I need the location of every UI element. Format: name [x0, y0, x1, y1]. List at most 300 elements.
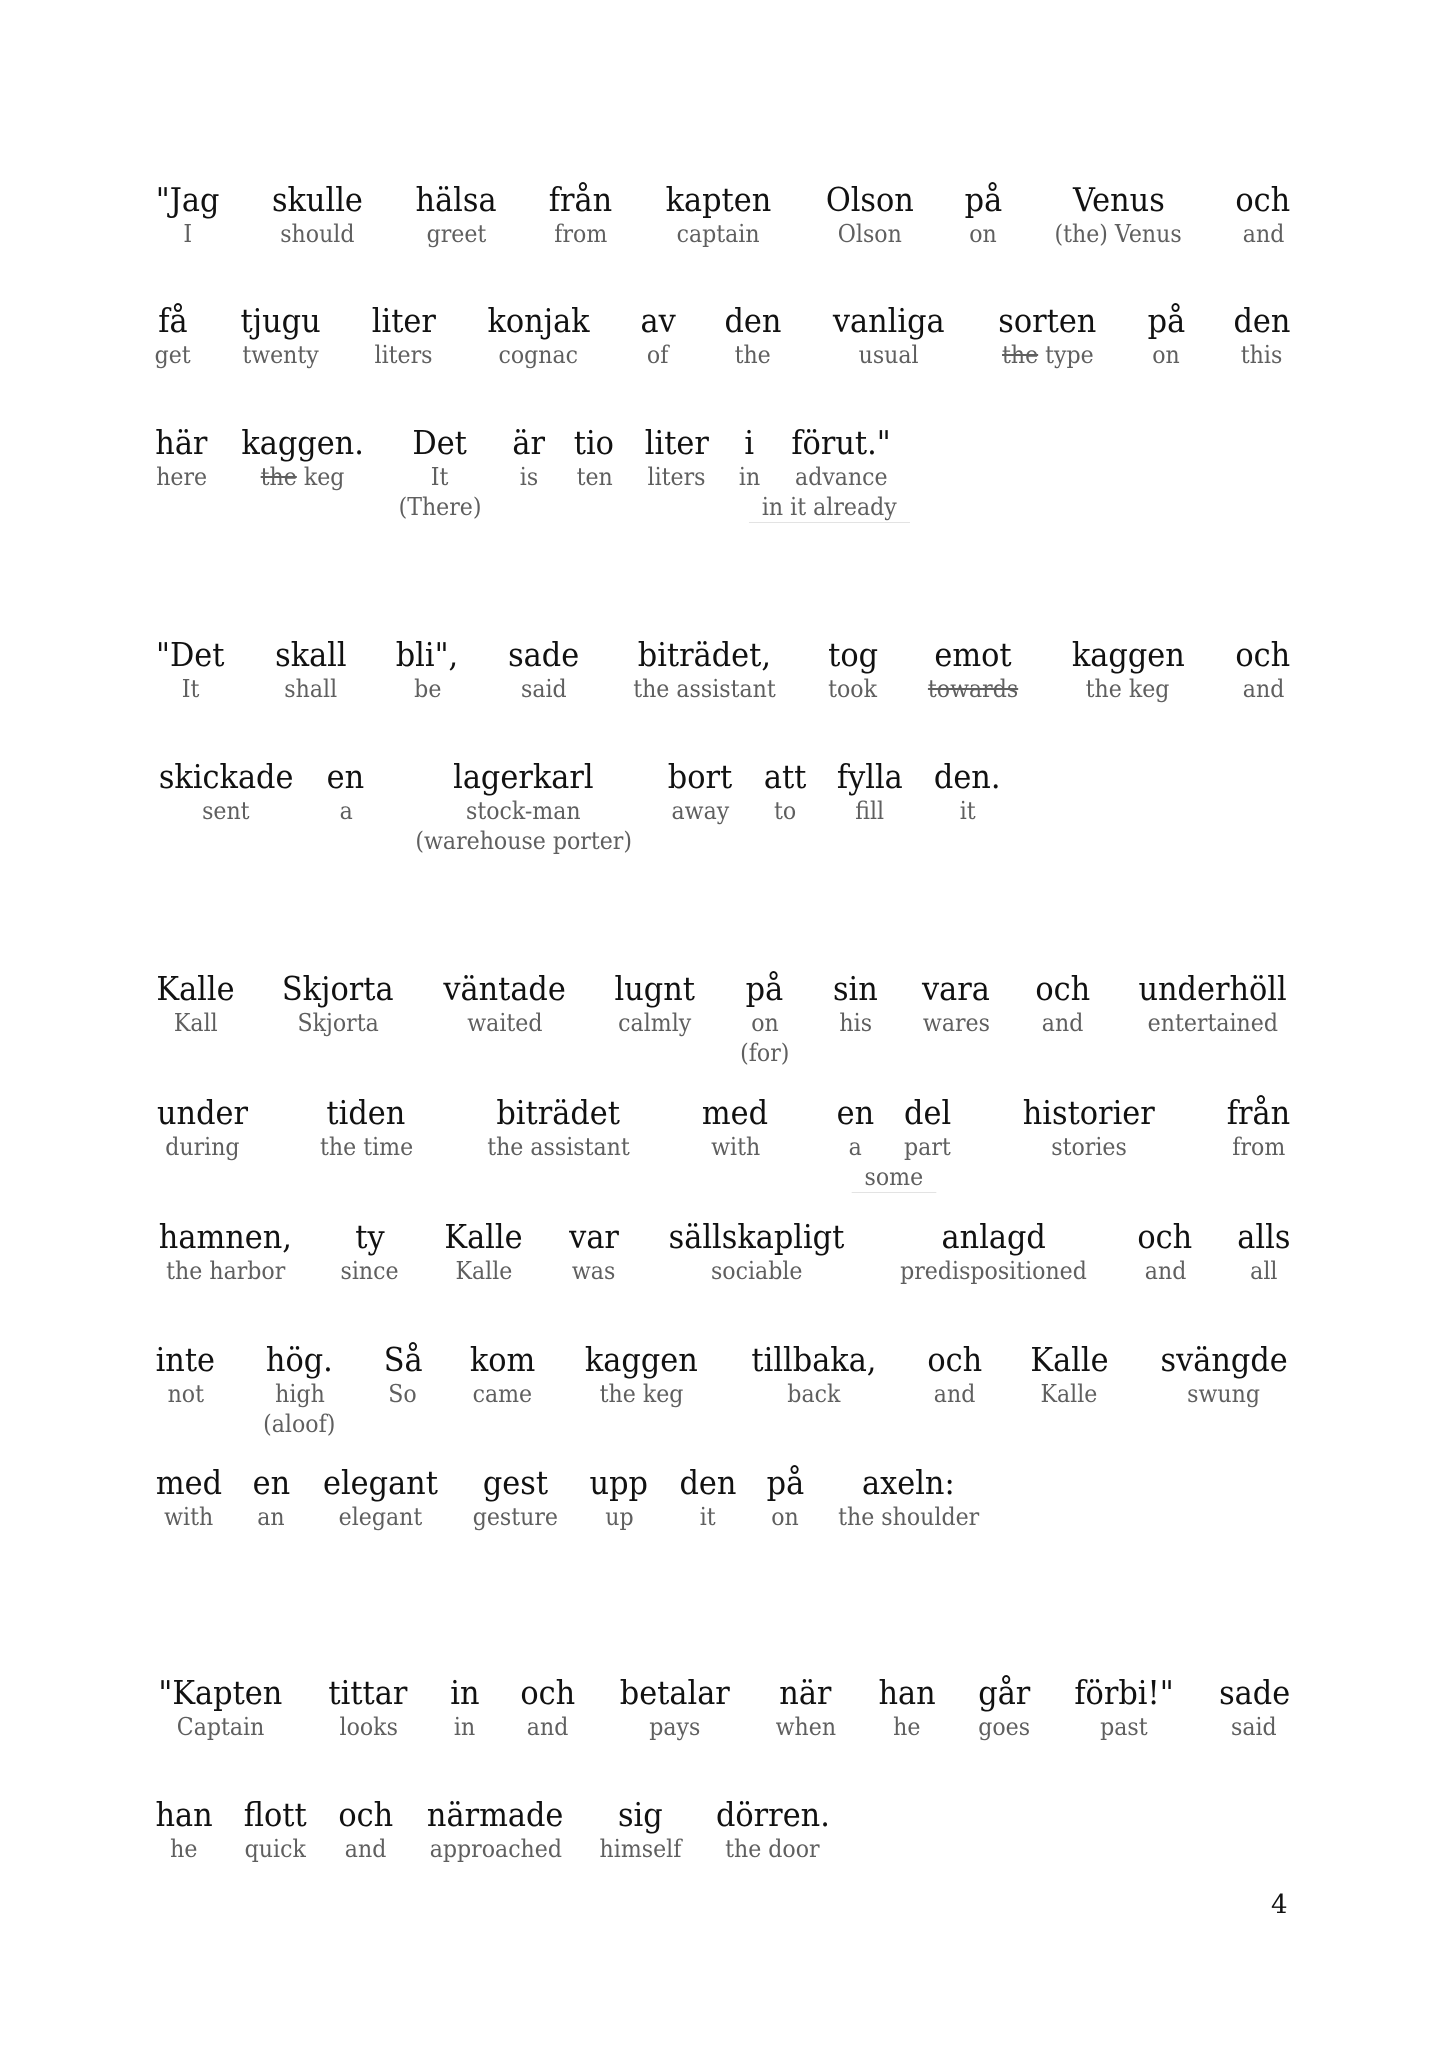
- gloss: shall: [284, 675, 337, 703]
- gloss: approached: [429, 1835, 562, 1863]
- gloss: the shoulder: [837, 1503, 979, 1531]
- word-pair: [1216, 1674, 1293, 1742]
- swedish-word: Kalle: [156, 969, 235, 1008]
- gloss: waited: [467, 1009, 543, 1037]
- swedish-word: upp: [589, 1463, 649, 1502]
- swedish-word: på: [1147, 301, 1185, 340]
- word-pair: [316, 1094, 417, 1162]
- word-pair: [787, 424, 895, 492]
- gloss: in: [738, 463, 761, 491]
- swedish-word: från: [549, 180, 613, 219]
- gloss: since: [340, 1257, 399, 1285]
- word-pair: [738, 970, 792, 1068]
- swedish-word: lugnt: [614, 969, 696, 1008]
- gloss: It: [431, 463, 449, 491]
- word-pair: [406, 758, 641, 856]
- gloss: stories: [1050, 1133, 1127, 1161]
- gloss: Kall: [173, 1009, 218, 1037]
- swedish-word: anlagd: [941, 1217, 1046, 1256]
- text-line: [153, 1796, 1293, 1864]
- swedish-word: gest: [482, 1463, 548, 1502]
- swedish-word: förbi!": [1074, 1673, 1174, 1712]
- word-pair: [596, 1796, 685, 1864]
- gloss: a: [339, 797, 353, 825]
- gloss: and: [1242, 220, 1284, 248]
- gloss: with: [164, 1503, 214, 1531]
- swedish-word: sade: [1218, 1673, 1290, 1712]
- word-pair: [665, 758, 735, 826]
- word-pair: [1070, 1674, 1178, 1742]
- gloss: and: [344, 1835, 387, 1863]
- gloss: Skjorta: [297, 1009, 379, 1037]
- swedish-word: med: [155, 1463, 223, 1502]
- swedish-word: på: [766, 1463, 804, 1502]
- text-line: [153, 1674, 1293, 1742]
- word-pair: [828, 302, 949, 370]
- gloss: advance: [794, 463, 888, 491]
- swedish-word: hög.: [266, 1340, 334, 1379]
- swedish-word: "Det: [155, 635, 225, 674]
- swedish-word: och: [520, 1673, 576, 1712]
- swedish-word: del: [903, 1093, 951, 1132]
- gloss: Olson: [837, 220, 902, 248]
- swedish-word: tittar: [328, 1673, 408, 1712]
- gloss: with: [710, 1133, 760, 1161]
- gloss: twenty: [242, 341, 319, 369]
- swedish-word: närmade: [427, 1795, 564, 1834]
- gloss: from: [1232, 1133, 1285, 1161]
- gloss: was: [571, 1257, 616, 1285]
- word-pair: [722, 302, 784, 370]
- word-pair: [153, 636, 227, 704]
- page-number: 4: [1271, 1890, 1288, 1920]
- word-pair: [481, 1094, 636, 1162]
- word-pair: [835, 1094, 876, 1162]
- swedish-word: biträdet: [496, 1093, 620, 1132]
- gloss: It: [181, 675, 200, 703]
- swedish-word: skickade: [158, 757, 294, 796]
- swedish-word: och: [1137, 1217, 1193, 1256]
- swedish-word: Så: [383, 1340, 423, 1379]
- word-group: [835, 1094, 953, 1193]
- swedish-word: är: [512, 423, 546, 462]
- gloss: in: [454, 1713, 476, 1741]
- swedish-word: han: [878, 1673, 936, 1712]
- text-line: [153, 181, 1293, 249]
- word-pair: [395, 424, 485, 522]
- gloss: ten: [576, 463, 613, 491]
- word-pair: [876, 1674, 938, 1742]
- word-pair: [153, 758, 299, 826]
- swedish-word: den: [724, 301, 782, 340]
- word-pair: [511, 424, 546, 492]
- swedish-word: betalar: [620, 1673, 731, 1712]
- text-line: [153, 1218, 1293, 1286]
- word-pair: [976, 1674, 1033, 1742]
- gloss: gesture: [472, 1503, 558, 1531]
- swedish-word: inte: [155, 1340, 216, 1379]
- swedish-word: flott: [243, 1795, 307, 1834]
- word-pair: [369, 302, 439, 370]
- word-pair: [483, 302, 594, 370]
- swedish-word: underhöll: [1138, 969, 1287, 1008]
- swedish-word: var: [568, 1217, 619, 1256]
- gloss-text: type: [1044, 341, 1094, 369]
- swedish-word: kom: [469, 1340, 535, 1379]
- word-pair: [834, 758, 906, 826]
- gloss: greet: [426, 220, 487, 248]
- word-pair: [925, 1341, 985, 1409]
- word-pair: [412, 181, 500, 249]
- word-pair: [1049, 181, 1187, 249]
- word-pair: [572, 424, 616, 492]
- swedish-word: skall: [274, 635, 347, 674]
- gloss: the time: [319, 1133, 413, 1161]
- gloss: quick: [244, 1835, 306, 1863]
- gloss: the keg: [1085, 675, 1170, 703]
- word-pair: [153, 1674, 288, 1742]
- word-pair: [153, 181, 222, 249]
- gloss-text: keg: [303, 463, 345, 491]
- swedish-word: i: [744, 423, 755, 462]
- word-pair: [260, 1341, 339, 1439]
- gloss: part: [904, 1133, 951, 1161]
- swedish-word: kapten: [665, 180, 772, 219]
- word-pair: [1233, 636, 1293, 704]
- gloss: and: [527, 1713, 569, 1741]
- alt-gloss: (warehouse porter): [415, 827, 633, 855]
- word-pair: [738, 424, 761, 492]
- gloss: the keg: [599, 1380, 684, 1408]
- swedish-word: kaggen: [585, 1340, 699, 1379]
- gloss: when: [775, 1713, 836, 1741]
- gloss: Kalle: [455, 1257, 513, 1285]
- word-pair: [765, 1464, 806, 1532]
- swedish-word: kaggen.: [241, 423, 364, 462]
- gloss: past: [1100, 1713, 1148, 1741]
- word-pair: [1027, 1341, 1112, 1409]
- word-pair: [1235, 1218, 1293, 1286]
- gloss: elegant: [338, 1503, 423, 1531]
- gloss: on: [751, 1009, 779, 1037]
- gloss: the: [734, 341, 771, 369]
- word-pair: [822, 181, 918, 249]
- swedish-word: tio: [574, 423, 615, 462]
- gloss: all: [1250, 1257, 1278, 1285]
- text-line: [153, 302, 1293, 370]
- swedish-word: sorten: [998, 301, 1097, 340]
- gloss: himself: [599, 1835, 681, 1863]
- gloss: back: [787, 1380, 841, 1408]
- word-pair: [711, 1796, 835, 1864]
- gloss: is: [519, 463, 538, 491]
- word-pair: [832, 1464, 985, 1532]
- swedish-word: under: [156, 1093, 248, 1132]
- word-pair: [153, 1218, 298, 1286]
- word-pair: [699, 1094, 771, 1162]
- text-line: [153, 1464, 1293, 1532]
- word-pair: [615, 1674, 735, 1742]
- gloss: (the) Venus: [1054, 220, 1183, 248]
- gloss: during: [165, 1133, 240, 1161]
- gloss: here: [155, 463, 207, 491]
- gloss: swung: [1187, 1380, 1261, 1408]
- gloss: to: [773, 797, 796, 825]
- gloss: he: [170, 1835, 198, 1863]
- swedish-word: elegant: [322, 1463, 438, 1502]
- word-pair: [153, 1341, 218, 1409]
- word-pair: [773, 1674, 839, 1742]
- swedish-word: få: [157, 301, 188, 340]
- word-pair: [762, 758, 808, 826]
- gloss: entertained: [1147, 1009, 1278, 1037]
- gloss: took: [828, 675, 878, 703]
- gloss: his: [839, 1009, 872, 1037]
- gloss: sociable: [710, 1257, 803, 1285]
- word-pair: [241, 1796, 309, 1864]
- gloss: on: [771, 1503, 799, 1531]
- swedish-word: Kalle: [1030, 1340, 1109, 1379]
- word-pair: [831, 970, 880, 1038]
- gloss: calmly: [618, 1009, 692, 1037]
- word-pair: [902, 1094, 953, 1162]
- swedish-word: sällskapligt: [668, 1217, 845, 1256]
- word-pair: [467, 1341, 538, 1409]
- word-pair: [1132, 970, 1293, 1038]
- word-pair: [611, 970, 698, 1038]
- word-pair: [587, 1464, 651, 1532]
- gloss: of: [647, 341, 669, 369]
- swedish-word: en: [252, 1463, 291, 1502]
- word-pair: [661, 1218, 852, 1286]
- gloss: predispositioned: [900, 1257, 1087, 1285]
- gloss: up: [604, 1503, 634, 1531]
- word-pair: [1033, 970, 1093, 1038]
- swedish-word: och: [1035, 969, 1090, 1008]
- gloss: a: [848, 1133, 863, 1161]
- swedish-word: kaggen: [1071, 635, 1185, 674]
- swedish-word: konjak: [487, 301, 590, 340]
- word-pair: [567, 1218, 621, 1286]
- gloss: [1002, 340, 1094, 370]
- swedish-word: från: [1226, 1093, 1291, 1132]
- word-pair: [931, 758, 1003, 826]
- gloss: the assistant: [486, 1133, 630, 1161]
- word-pair: [325, 758, 366, 826]
- word-group: [738, 424, 921, 523]
- gloss: and: [1144, 1257, 1186, 1285]
- swedish-word: med: [702, 1093, 769, 1132]
- swedish-word: dörren.: [715, 1795, 830, 1834]
- swedish-word: tjugu: [240, 301, 321, 340]
- word-pair: [393, 636, 461, 704]
- word-pair: [892, 1218, 1095, 1286]
- gloss: not: [167, 1380, 204, 1408]
- word-pair: [627, 636, 782, 704]
- swedish-word: tiden: [326, 1093, 406, 1132]
- word-pair: [325, 1674, 411, 1742]
- text-line: [153, 1341, 1293, 1439]
- swedish-word: sin: [833, 969, 878, 1008]
- swedish-word: Skjorta: [282, 969, 395, 1008]
- swedish-word: och: [1235, 635, 1291, 674]
- gloss: and: [1242, 675, 1284, 703]
- word-pair: [382, 1341, 424, 1409]
- alt-gloss: (aloof): [263, 1410, 336, 1438]
- swedish-word: "Jag: [155, 180, 220, 219]
- span-gloss: in it already: [749, 492, 910, 523]
- word-pair: [272, 636, 350, 704]
- gloss: away: [671, 797, 730, 825]
- struck-gloss: towards: [928, 675, 1019, 703]
- gloss: wares: [922, 1009, 990, 1037]
- text-line: [153, 1094, 1293, 1193]
- word-pair: [153, 1094, 252, 1162]
- word-pair: [153, 970, 238, 1038]
- swedish-word: går: [978, 1673, 1031, 1712]
- swedish-word: att: [763, 757, 806, 796]
- alt-gloss: (for): [740, 1039, 790, 1067]
- gloss: and: [1041, 1009, 1084, 1037]
- swedish-word: här: [155, 423, 208, 462]
- gloss: it: [699, 1503, 716, 1531]
- swedish-word: skulle: [271, 180, 363, 219]
- word-pair: [963, 181, 1004, 249]
- swedish-word: på: [964, 180, 1003, 219]
- swedish-word: sig: [617, 1795, 663, 1834]
- gloss: be: [413, 675, 441, 703]
- swedish-word: bli",: [396, 635, 459, 674]
- word-pair: [469, 1464, 562, 1532]
- struck-gloss: the: [1001, 341, 1038, 369]
- gloss: Kalle: [1040, 1380, 1098, 1408]
- word-pair: [153, 302, 192, 370]
- gloss: an: [257, 1503, 286, 1531]
- word-pair: [318, 1464, 443, 1532]
- gloss: get: [154, 341, 191, 369]
- swedish-word: den: [679, 1463, 737, 1502]
- text-line: [153, 636, 1293, 704]
- gloss: [260, 462, 344, 492]
- word-pair: [677, 1464, 739, 1532]
- swedish-word: Det: [412, 423, 468, 462]
- swedish-word: sade: [508, 635, 580, 674]
- word-pair: [924, 636, 1022, 704]
- word-pair: [505, 636, 582, 704]
- gloss: [928, 674, 1018, 704]
- word-pair: [1135, 1218, 1195, 1286]
- swedish-word: en: [836, 1093, 875, 1132]
- gloss: the door: [725, 1835, 820, 1863]
- swedish-word: väntade: [443, 969, 567, 1008]
- word-pair: [1155, 1341, 1293, 1409]
- gloss: on: [969, 220, 998, 248]
- swedish-word: när: [779, 1673, 832, 1712]
- gloss: looks: [339, 1713, 398, 1741]
- gloss: I: [183, 220, 192, 248]
- swedish-word: ty: [354, 1217, 385, 1256]
- swedish-word: vanliga: [833, 301, 945, 340]
- word-pair: [826, 636, 880, 704]
- swedish-word: liter: [644, 423, 710, 462]
- word-pair: [277, 970, 398, 1038]
- gloss: and: [933, 1380, 976, 1408]
- swedish-word: förut.": [791, 423, 891, 462]
- swedish-word: och: [1235, 180, 1291, 219]
- word-pair: [642, 424, 712, 492]
- swedish-word: på: [746, 969, 784, 1008]
- gloss: Captain: [176, 1713, 265, 1741]
- word-pair: [153, 1464, 225, 1532]
- word-pair: [251, 1464, 292, 1532]
- swedish-word: Venus: [1072, 180, 1165, 219]
- word-pair: [1224, 1094, 1293, 1162]
- word-pair: [153, 424, 210, 492]
- word-pair: [153, 1796, 215, 1864]
- swedish-word: lagerkarl: [453, 757, 595, 796]
- word-pair: [580, 1341, 703, 1409]
- word-pair: [336, 1796, 396, 1864]
- word-pair: [438, 970, 571, 1038]
- swedish-word: biträdet,: [637, 635, 771, 674]
- swedish-word: den: [1233, 301, 1291, 340]
- gloss: pays: [649, 1713, 701, 1741]
- swedish-word: hälsa: [416, 180, 498, 219]
- swedish-word: Olson: [825, 180, 914, 219]
- gloss: usual: [858, 341, 919, 369]
- text-line: [153, 758, 1293, 856]
- word-pair: [919, 970, 993, 1038]
- gloss: cognac: [498, 341, 579, 369]
- swedish-word: alls: [1237, 1217, 1291, 1256]
- gloss: came: [472, 1380, 532, 1408]
- struck-gloss: the: [260, 463, 297, 491]
- swedish-word: vara: [922, 969, 991, 1008]
- word-pair: [1233, 181, 1293, 249]
- gloss: fill: [855, 797, 884, 825]
- word-pair: [546, 181, 615, 249]
- text-line: [153, 424, 1293, 523]
- gloss: captain: [676, 220, 760, 248]
- word-pair: [421, 1796, 569, 1864]
- gloss: the harbor: [165, 1257, 285, 1285]
- gloss: liters: [374, 341, 433, 369]
- word-pair: [746, 1341, 882, 1409]
- swedish-word: emot: [934, 635, 1012, 674]
- word-pair: [1231, 302, 1293, 370]
- swedish-word: svängde: [1160, 1340, 1288, 1379]
- gloss: stock-man: [466, 797, 582, 825]
- text-line: [153, 970, 1293, 1068]
- word-pair: [661, 181, 776, 249]
- word-pair: [338, 1218, 401, 1286]
- word-pair: [994, 302, 1101, 370]
- word-pair: [237, 302, 324, 370]
- swedish-word: axeln:: [861, 1463, 955, 1502]
- span-gloss: some: [852, 1162, 936, 1193]
- swedish-word: av: [640, 301, 676, 340]
- word-pair: [236, 424, 369, 492]
- gloss: it: [959, 797, 976, 825]
- gloss: said: [521, 675, 567, 703]
- swedish-word: han: [155, 1795, 213, 1834]
- swedish-word: historier: [1022, 1093, 1155, 1132]
- swedish-word: och: [337, 1795, 393, 1834]
- gloss: the assistant: [633, 675, 776, 703]
- gloss: sent: [202, 797, 250, 825]
- word-pair: [441, 1218, 526, 1286]
- gloss: So: [388, 1380, 417, 1408]
